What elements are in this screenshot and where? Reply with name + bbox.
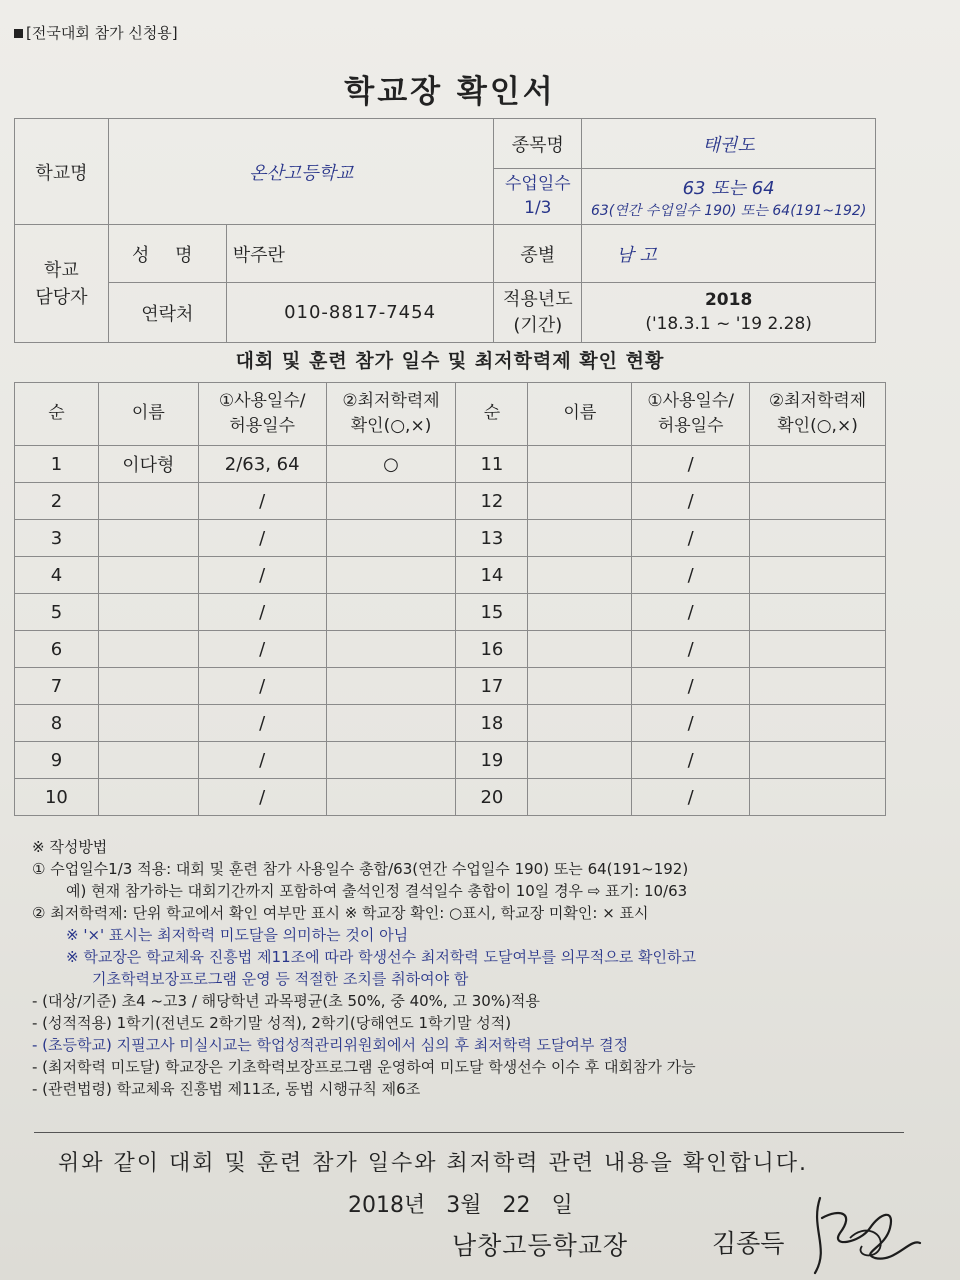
header-tag-text: [전국대회 참가 신청용] — [26, 24, 178, 42]
row-name — [98, 483, 198, 520]
signature-icon — [800, 1188, 930, 1278]
note-1-example: 예) 현재 참가하는 대회기간까지 포함하여 출석인정 결석일수 총합이 10일 경우 ⇨ 표기: 10/63 — [66, 882, 688, 900]
row-name: 이다형 — [98, 446, 198, 483]
row-no-right: 18 — [456, 705, 528, 742]
contact-value: 010-8817-7454 — [226, 283, 494, 343]
row-name-right — [528, 557, 632, 594]
year-label-2: (기간) — [513, 314, 563, 336]
col-header-check-2: 확인(○,×) — [350, 416, 432, 436]
confirm-text: 위와 같이 대회 및 훈련 참가 일수와 최저학력 관련 내용을 확인합니다. — [58, 1151, 808, 1176]
table-row — [15, 446, 886, 483]
row-days: / — [198, 668, 326, 705]
class-days-label-2: 1/3 — [524, 197, 552, 218]
date-year: 2018년 — [348, 1193, 426, 1218]
principal-name: 김종득 — [712, 1229, 785, 1258]
table-row — [15, 631, 886, 668]
note-4: ※ 학교장은 학교체육 진흥법 제11조에 따라 학생선수 최저학력 도달여부를 의무적으로 확인하고 — [66, 948, 696, 966]
col-header-no-right: 순 — [456, 383, 528, 446]
row-name-right — [528, 668, 632, 705]
table-row — [15, 705, 886, 742]
row-no-right: 17 — [456, 668, 528, 705]
divider — [34, 1132, 904, 1133]
row-name-right — [528, 631, 632, 668]
row-check — [326, 631, 456, 668]
row-days-right: / — [632, 668, 750, 705]
person-name-value: 박주란 — [226, 225, 494, 283]
row-check-right — [750, 520, 886, 557]
row-name — [98, 631, 198, 668]
participation-table — [14, 382, 886, 816]
row-name — [98, 668, 198, 705]
event-value: 태권도 — [582, 119, 876, 169]
year-value — [582, 283, 876, 343]
col-header-days-right-1: ①사용일수/ — [647, 390, 734, 411]
row-days: 2/63, 64 — [198, 446, 326, 483]
row-days-right: / — [632, 705, 750, 742]
note-1: ① 수업일수1/3 적용: 대회 및 훈련 참가 사용일수 총합/63(연간 수업일수 190) 또는 64(191~192) — [32, 860, 689, 878]
row-name — [98, 705, 198, 742]
row-check — [326, 705, 456, 742]
row-check-right — [750, 779, 886, 816]
table-row — [15, 742, 886, 779]
col-header-check — [326, 383, 456, 446]
row-no: 6 — [15, 631, 99, 668]
info-table — [14, 118, 876, 343]
col-header-check-right-1: ②최저학력제 — [768, 390, 867, 411]
row-days: / — [198, 631, 326, 668]
col-header-name-right: 이름 — [528, 383, 632, 446]
row-name-right — [528, 779, 632, 816]
col-header-check-right — [750, 383, 886, 446]
row-days-right: / — [632, 520, 750, 557]
row-days: / — [198, 742, 326, 779]
row-check — [326, 557, 456, 594]
row-name — [98, 520, 198, 557]
class-days-value-2: 63(연간 수업일수 190) 또는 64(191~192) — [590, 202, 867, 219]
manager-label-2: 담당자 — [35, 286, 88, 308]
row-no-right: 15 — [456, 594, 528, 631]
class-days-value — [582, 169, 876, 225]
date — [348, 1188, 573, 1219]
col-header-days — [198, 383, 326, 446]
row-no: 7 — [15, 668, 99, 705]
row-days-right: / — [632, 779, 750, 816]
note-5: - (대상/기준) 초4 ~고3 / 해당학년 과목평균(초 50%, 중 40%, 고 30%)적용 — [32, 992, 540, 1010]
col-header-check-right-2: 확인(○,×) — [777, 416, 858, 436]
row-name-right — [528, 594, 632, 631]
header-tag — [14, 22, 178, 43]
row-no: 8 — [15, 705, 99, 742]
date-month: 3월 — [446, 1193, 482, 1218]
table-row — [15, 668, 886, 705]
note-7: - (초등학교) 지필고사 미실시교는 학업성적관리위원회에서 심의 후 최저학력 도달여부 결정 — [32, 1036, 629, 1054]
row-days-right: / — [632, 483, 750, 520]
note-6: - (성적적용) 1학기(전년도 2학기말 성적), 2학기(당해연도 1학기말 성적) — [32, 1014, 512, 1032]
row-no: 4 — [15, 557, 99, 594]
event-label: 종목명 — [494, 119, 582, 169]
row-name — [98, 557, 198, 594]
row-check-right — [750, 446, 886, 483]
table-row — [15, 557, 886, 594]
note-3: ※ '×' 표시는 최저학력 미도달을 의미하는 것이 아님 — [66, 926, 409, 944]
row-no: 10 — [15, 779, 99, 816]
date-day: 22 일 — [502, 1193, 573, 1218]
notes — [32, 836, 932, 1100]
class-days-value-1: 63 또는 64 — [682, 177, 775, 199]
doc-title: 학교장 확인서 — [344, 74, 556, 110]
row-days: / — [198, 520, 326, 557]
note-2: ② 최저학력제: 단위 학교에서 확인 여부만 표시 ※ 학교장 확인: ○표시, 학교장 미확인: × 표시 — [32, 904, 649, 922]
row-no: 1 — [15, 446, 99, 483]
manager-label-1: 학교 — [44, 259, 79, 281]
row-check-right — [750, 742, 886, 779]
section-title: 대회 및 훈련 참가 일수 및 최저학력제 확인 현황 — [235, 350, 665, 372]
row-days: / — [198, 483, 326, 520]
row-days-right: / — [632, 631, 750, 668]
row-no: 2 — [15, 483, 99, 520]
note-4-cont: 기초학력보장프로그램 운영 등 적절한 조치를 취하여야 함 — [92, 970, 469, 988]
class-days-label-1: 수업일수 — [504, 173, 571, 194]
row-days-right: / — [632, 594, 750, 631]
table-body — [15, 446, 886, 816]
row-days: / — [198, 594, 326, 631]
school-name-label: 학교명 — [15, 119, 109, 225]
row-check — [326, 742, 456, 779]
row-no-right: 12 — [456, 483, 528, 520]
row-check-right — [750, 557, 886, 594]
col-header-days-right-2: 허용일수 — [657, 416, 724, 436]
principal-title: 남창고등학교장 — [452, 1231, 629, 1260]
year-value-1: 2018 — [704, 289, 753, 310]
row-days: / — [198, 779, 326, 816]
row-no-right: 13 — [456, 520, 528, 557]
row-check — [326, 520, 456, 557]
school-name-value: 온산고등학교 — [108, 119, 494, 225]
row-name — [98, 742, 198, 779]
notes-heading: ※ 작성방법 — [32, 838, 108, 856]
row-name-right — [528, 520, 632, 557]
row-no-right: 19 — [456, 742, 528, 779]
row-name-right — [528, 705, 632, 742]
person-name-label: 성 명 — [108, 225, 226, 283]
row-name-right — [528, 742, 632, 779]
gender-label: 종별 — [494, 225, 582, 283]
class-days-label — [494, 169, 582, 225]
manager-label — [15, 225, 109, 343]
row-check-right — [750, 631, 886, 668]
note-9: - (관련법령) 학교체육 진흥법 제11조, 동법 시행규칙 제6조 — [32, 1080, 421, 1098]
square-bullet-icon — [14, 29, 23, 38]
row-name-right — [528, 446, 632, 483]
row-check-right — [750, 483, 886, 520]
row-no-right: 20 — [456, 779, 528, 816]
year-value-2: ('18.3.1 ~ '19 2.28) — [645, 313, 812, 334]
row-no-right: 16 — [456, 631, 528, 668]
col-header-days-1: ①사용일수/ — [218, 390, 306, 411]
row-check: ○ — [326, 446, 456, 483]
row-name — [98, 779, 198, 816]
row-check — [326, 668, 456, 705]
row-days-right: / — [632, 446, 750, 483]
table-row — [15, 483, 886, 520]
row-no: 3 — [15, 520, 99, 557]
col-header-days-right — [632, 383, 750, 446]
year-label — [494, 283, 582, 343]
row-no-right: 14 — [456, 557, 528, 594]
row-no: 5 — [15, 594, 99, 631]
row-check-right — [750, 594, 886, 631]
row-check — [326, 594, 456, 631]
row-check — [326, 779, 456, 816]
col-header-days-2: 허용일수 — [229, 416, 296, 436]
row-check-right — [750, 705, 886, 742]
table-row — [15, 594, 886, 631]
col-header-name: 이름 — [98, 383, 198, 446]
contact-label: 연락처 — [108, 283, 226, 343]
row-no: 9 — [15, 742, 99, 779]
year-label-1: 적용년도 — [503, 289, 573, 311]
note-8: - (최저학력 미도달) 학교장은 기초학력보장프로그램 운영하여 미도달 학생선수 이수 후 대회참가 가능 — [32, 1058, 696, 1076]
row-check-right — [750, 668, 886, 705]
table-row — [15, 520, 886, 557]
row-check — [326, 483, 456, 520]
row-name-right — [528, 483, 632, 520]
row-days: / — [198, 557, 326, 594]
gender-value: 남 고 — [582, 225, 876, 283]
row-name — [98, 594, 198, 631]
row-days: / — [198, 705, 326, 742]
row-days-right: / — [632, 742, 750, 779]
table-header-row — [15, 383, 886, 446]
row-no-right: 11 — [456, 446, 528, 483]
col-header-no: 순 — [15, 383, 99, 446]
row-days-right: / — [632, 557, 750, 594]
table-row — [15, 779, 886, 816]
col-header-check-1: ②최저학력제 — [342, 390, 440, 411]
